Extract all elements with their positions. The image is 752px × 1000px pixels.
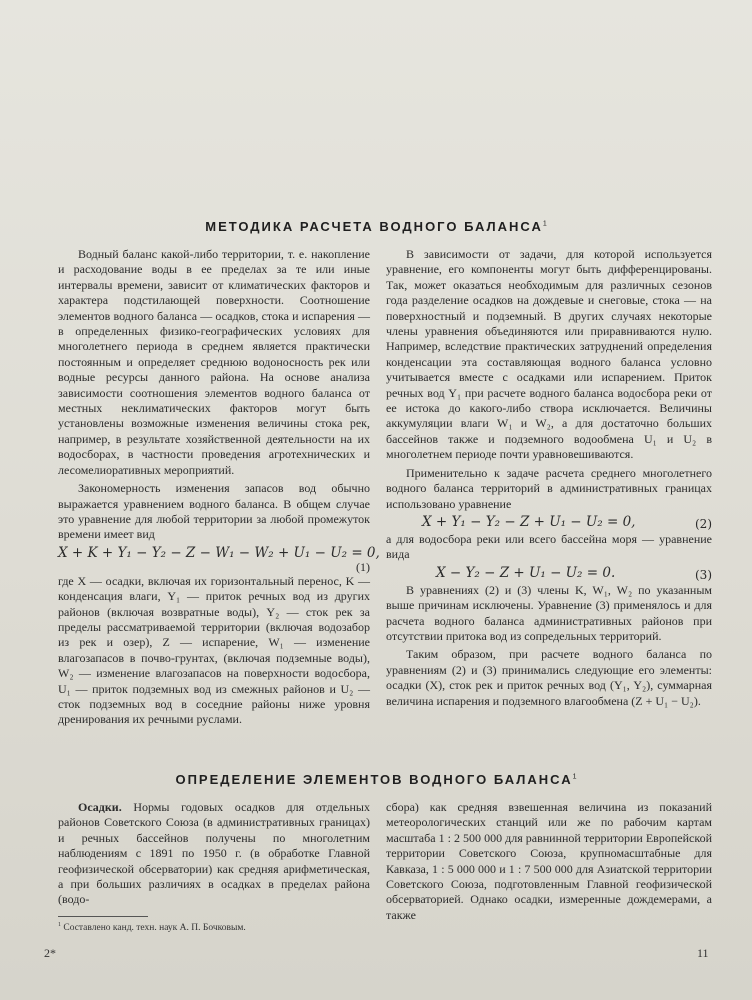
paragraph: где X — осадки, включая их горизонтальный перенос, K — конденсация влаги, Y₁ — приток речных вод из других районов (включая возвратные воды), Y₂ — сток рек за пределы рассматриваемой территории (включая водозабор из рек и озер), Z — испарение, W₁ — изменение влагозапасов в почво-грунтах, (включая подземные воды), W₂ — изменение влагозапасов на поверхности водосбора, U₁ — приток подземных вод из смежных районов и U₂ — сток подземных вод в соседние районы ниже уровня дренирования их речными руслами.	[58, 573, 370, 727]
footnote-ref: 1	[542, 220, 547, 228]
equation-3	[386, 564, 712, 582]
paragraph: Таким образом, при расчете водного баланса по уравнениям (2) и (3) принимались следующие его элементы: осадки (X), сток рек и приток речных вод (Y₁, Y₂), суммарная величина испарения и подземного влагообмена (Z + U₁ − U₂).	[386, 647, 712, 708]
section2-left-column	[58, 800, 370, 908]
equation-1	[58, 544, 380, 562]
equation-number: (2)	[695, 516, 712, 531]
paragraph: Применительно к задаче расчета среднего многолетнего водного баланса территорий в административных границах использовано уравнение	[386, 465, 712, 511]
equation-text: X + Y₁ − Y₂ − Z + U₁ − U₂ = 0,	[422, 513, 636, 530]
heading-text: ОПРЕДЕЛЕНИЕ ЭЛЕМЕНТОВ ВОДНОГО БАЛАНСА	[175, 772, 573, 787]
footnote-mark: 1	[58, 922, 61, 928]
footnote-ref: 1	[572, 773, 577, 781]
equation-number: (1)	[356, 559, 370, 574]
section2-right-column	[386, 800, 712, 923]
equation-text: X − Y₂ − Z + U₁ − U₂ = 0.	[436, 564, 616, 581]
footnote-divider	[58, 916, 148, 917]
heading-text: МЕТОДИКА РАСЧЕТА ВОДНОГО БАЛАНСА	[205, 219, 543, 234]
paragraph-text: Нормы годовых осадков для отдельных районов Советского Союза (в административных границах) и речных бассейнов получены по многолетним наблюдениям с 1891 по 1950 г. (в обработке Главной геофизической обсерватории) как средняя арифметическая, а при больших различиях в осадках в пределах района (водо-	[58, 800, 370, 907]
footnote	[58, 922, 246, 933]
paragraph: Закономерность изменения запасов вод обычно выражается уравнением водного баланса. В общем случае это уравнение для любой территории за любой промежуток времени имеет вид	[58, 481, 370, 542]
page-number: 11	[697, 946, 709, 960]
paragraph: В уравнениях (2) и (3) члены K, W₁, W₂ по указанным выше причинам исключены. Уравнение (3) применялось и для расчета водного баланса административных районов при отсутствии притока вод из сопредельных территорий.	[386, 582, 712, 643]
paragraph: а для водосбора реки или всего бассейна моря — уравнение вида	[386, 531, 712, 562]
paragraph: В зависимости от задачи, для которой используется уравнение, его компоненты могут быть дифференцированы. Так, может оказаться необходимым для различных сезонов года разделение осадков на дождевые и снеговые, стока — на поверхностный и подземный. В других случаях некоторые члены уравнения объединяются или приравниваются нулю. Например, вследствие практических затруднений определения конденсации эта составляющая водного баланса условно учитывается вместе с осадками или испарением. Приток речных вод Y₁ при расчете водного баланса водосбора реки от ее истока до какого-либо створа исключается. Величины аккумуляции влаги W₁ и W₂, а для достаточно больших бассейнов также и подземного водообмена U₁ и U₂ в многолетнем периоде почти уравновешиваются.	[386, 247, 712, 462]
subsection-title: Осадки.	[78, 800, 122, 814]
section1-left-column	[58, 247, 380, 728]
section-heading-elements	[0, 772, 752, 787]
paragraph: Водный баланс какой-либо территории, т. е. накопление и расходование воды в ее пределах за те или иные интервалы времени, зависит от климатических факторов и характера подстилающей поверхности. Соотношение элементов водного баланса — осадков, стока и испарения — в определенных физико-географических условиях для многолетнего периода в среднем является практически постоянным и определяет среднюю водоносность рек или водные ресурсы данного района. На основе анализа зависимости соотношения элементов водного баланса от местных неклиматических факторов могут быть установлены возможные изменения величины стока рек, например, в результате хозяйственной деятельности на их водосборах, в частности проведения агротехнических и лесомелиоративных мероприятий.	[58, 247, 370, 477]
paragraph	[58, 800, 370, 908]
section1-right-column	[386, 247, 712, 709]
equation-number: (3)	[695, 567, 712, 582]
equation-2	[386, 513, 712, 531]
footnote-text: Составлено канд. техн. наук А. П. Бочковым.	[61, 923, 246, 934]
equation-text: X + K + Y₁ − Y₂ − Z − W₁ − W₂ + U₁ − U₂ = 0,	[58, 544, 380, 561]
paragraph: сбора) как средняя взвешенная величина из показаний метеорологических станций или же по рабочим картам масштаба 1 : 2 500 000 для равнинной территории Европейской территории Советского Союза, крупномасштабные для Кавказа, 1 : 5 000 000 и 1 : 7 500 000 для Азиатской территории Советского Союза, подготовленным Главной геофизической обсерваторией. Однако осадки, измеренные дождемерами, а также	[386, 800, 712, 922]
section-heading-methodology	[0, 219, 752, 234]
signature-mark: 2*	[44, 946, 56, 960]
